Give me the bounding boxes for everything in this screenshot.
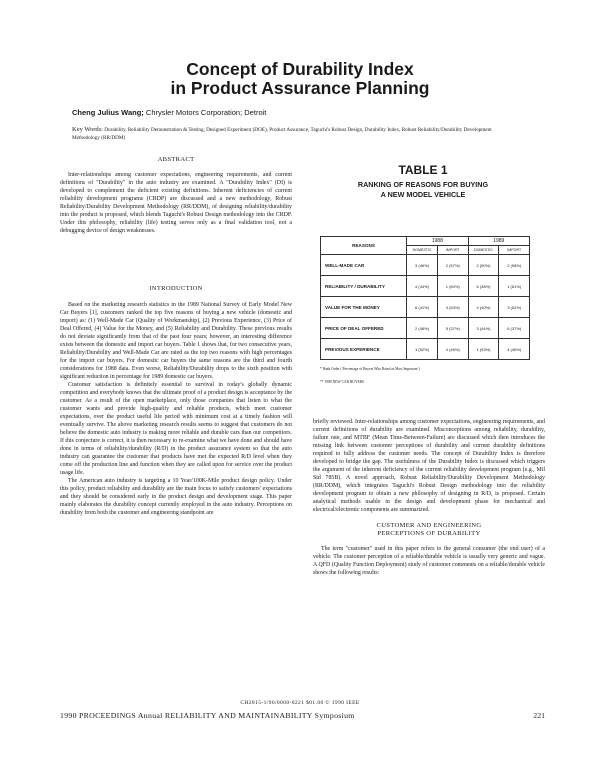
intro-paragraph-1: Based on the marketing research statistics in the 1989 National Survey of Early Model New Car Buyers [1], customers ranked the top five reasons of buying a new vehicle (domestic and import) as: (1) Well-Made Car (Quality of Workmanship), (2) Previous Experience, (3) Price of Deal Offered, (4) Value for the Money, and (5) Reliability and Durability. These previous results do not deviate significantly from that of the past four years; however, an interesting difference exists between the domestic and import car buyers. Table 1 shows that, for two consecutive years, Reliability/Durability and Well-Made Car are rated as the top two reasons with high percentages for the import car buyers. For domestic car buyers the same reasons are the third and fourth considerations for 1988 data. Even worse, Reliability/Durability drops to the sixth position with significant reduction in percentage for 1989 domestic car buyers.	[60, 302, 292, 380]
customer-heading-line-1: CUSTOMER AND ENGINEERING	[376, 522, 482, 529]
row-label: WELL-MADE CAR	[321, 255, 407, 276]
author-affiliation: Chrysler Motors Corporation; Detroit	[145, 108, 267, 117]
page-number: 221	[533, 711, 545, 720]
table-row	[321, 276, 530, 297]
subheader-import: IMPORT	[438, 246, 469, 255]
row-label: PRICE OF DEAL OFFERED	[321, 318, 407, 339]
intro-paragraph-2: Customer satisfaction is definitely essential to survival in today's globally dynamic competition and everybody knows that the ultimate proof of a product design is acceptance by the customer. As a result of the open marketplace, only those companies that listen to what the customer wants and provide high-quality and reliable products, which meet customer expectations, over the product useful life period with minimum cost at a timely fashion will eventually survive. The above marketing research results seems to suggest that customers do not believe the domestic auto industry is making more reliable and durable cars than our competitors. If this conjecture is correct, it is then necessary to re-examine what we have done and should have done in terms of reliability/durability (R/D) in the product assurance system so that the auto industry can guarantee the customer that products have met the expected R/D level when they come off the production line and function when they are called upon for service over the product usage life.	[60, 382, 292, 476]
table-cell: 2 (57%)	[438, 255, 469, 276]
table-row	[321, 318, 530, 339]
table-footnote-2: ** 1989 NEW CAR BUYERS	[320, 380, 365, 384]
introduction-heading: INTRODUCTION	[149, 285, 203, 292]
table-cell: 2 (48%)	[407, 318, 438, 339]
table-cell: 6 (37%)	[499, 318, 530, 339]
subheader-domestic: DOMESTIC	[407, 246, 438, 255]
table-subtitle	[313, 180, 533, 200]
table-cell: 2 (58%)	[499, 255, 530, 276]
table-cell: 4 (40%)	[468, 297, 499, 318]
introduction-section	[60, 285, 292, 517]
paper-title	[0, 60, 600, 98]
year-1988-header: 1988	[407, 237, 468, 246]
table-cell: 3 (46%)	[407, 255, 438, 276]
table-cell: 3 (44%)	[468, 318, 499, 339]
table-cell: 3 (53%)	[438, 297, 469, 318]
subheader-import: IMPORT	[499, 246, 530, 255]
year-1989-header: 1989	[468, 237, 529, 246]
table-cell: 1 (61%)	[499, 276, 530, 297]
table-subtitle-line-2: A NEW MODEL VEHICLE	[380, 190, 466, 199]
table-cell: 1 (60%)	[438, 276, 469, 297]
page-footer	[60, 711, 545, 720]
right-paragraph-1: briefly reviewed. Inter-relationships among customer expectations, engineering requirements, and current definitions of durability are examined. Misconceptions among reliability, durability, failure rate, and MTBF (Mean Time-Between-Failure) are discussed which then introduces the missing link between customer perceptions of durability and current durability definitions required to fully address the customer needs. The concept of Durability Index is therefore developed to bridge the gap. The usefulness of the Durability Index is discussed which triggers the argument of the inherent deficiency of the current reliability development program (e.g., Mil Std 785B). A novel approach, Robust Reliability/Durability Development Methodology (RR/DDM), which integrates Taguchi's Robust Design methodology into the reliability development program to obtain a new philosophy of designing in R/D, is proposed. Certain analytical methods usable in the design and development phase for mechanical and electrical/electronic components are summarized.	[313, 419, 545, 513]
table-year-row	[321, 237, 530, 246]
intro-paragraph-3: The American auto industry is targeting a 10 Year/100K-Mile product design policy. Under this policy, product reliability and durability are the main focus to satisfy customers' expectations and they should be considered early in the product design and development stage. This paper mainly elaborates the durability concept currently employed in the auto industry. Perceptions on durability from both the customer and engineering standpoint are	[60, 478, 292, 516]
table-cell: 6 (38%)	[468, 276, 499, 297]
table-cell: 1 (52%)	[407, 339, 438, 360]
copyright-code: CH2815-1/90/0000-0221 $01.00 © 1990 IEEE	[240, 700, 360, 706]
proceedings-title: 1990 PROCEEDINGS Annual RELIABILITY AND MAINTAINABILITY Symposium	[60, 711, 355, 720]
customer-paragraph-1: The term "customer" used in this paper refers to the general consumer (the end user) of a vehicle. The customer perception of a reliable/durable vehicle is usually very generic and vague. A QFD (Quality Function Deployment) study of customer comments on a reliable/durable vehicle shows the following results:	[313, 546, 545, 576]
title-line-1: Concept of Durability Index	[186, 59, 414, 79]
right-column-text	[313, 418, 545, 577]
table-cell: 3 (52%)	[499, 297, 530, 318]
abstract-section	[60, 156, 292, 235]
table-row	[321, 297, 530, 318]
table-cell: 2 (50%)	[468, 255, 499, 276]
customer-heading-line-2: PERCEPTIONS OF DURABILITY	[377, 530, 481, 537]
ranking-table	[320, 236, 530, 360]
table-row	[321, 255, 530, 276]
table-cell: 4 (46%)	[499, 339, 530, 360]
table-title: TABLE 1	[398, 163, 448, 177]
abstract-heading: ABSTRACT	[157, 156, 195, 163]
table-cell: 6 (41%)	[407, 297, 438, 318]
table-cell: 1 (53%)	[468, 339, 499, 360]
table-cell: 4 (44%)	[407, 276, 438, 297]
row-label: RELIABILITY / DURABILITY	[321, 276, 407, 297]
title-line-2: in Product Assurance Planning	[170, 78, 430, 98]
row-label: PREVIOUS EXPERIENCE	[321, 339, 407, 360]
keywords-label: Key Words:	[72, 126, 103, 133]
author-name: Cheng Julius Wang;	[72, 108, 144, 117]
subheader-domestic: DOMESTIC	[468, 246, 499, 255]
table-footnote-1: * Rank Order ( Percentage of Buyers Who Rated as Most Important )	[320, 367, 420, 371]
keywords	[72, 126, 502, 142]
row-label: VALUE FOR THE MONEY	[321, 297, 407, 318]
table-row	[321, 339, 530, 360]
author-line	[72, 108, 266, 117]
reasons-header: REASONS	[321, 237, 407, 255]
table-subtitle-line-1: RANKING OF REASONS FOR BUYING	[357, 180, 489, 189]
keywords-text: Durability, Reliability Demonstration & Testing, Designed Experiment (DOE), Product Assurance, Taguchi's Robust Design, Durability Index, Robust Reliability/Durability Development Methodology (RR/DDM)	[72, 127, 492, 141]
abstract-text: Inter-relationships among customer expectations, engineering requirements, and current definitions of "Durability" in the auto industry are examined. A "Durability Index" (DI) is developed to complement the deficient existing definitions. Inherent deficiencies of current reliability development programs (CRDP) are discussed and a new methodology, Robust Reliability/Durability Development Methodology (RR/DDM), of designing reliability/durability into the product is proposed, which blends Taguchi's Robust Design methodology into the CRDP. Under this philosophy, reliability (life) testing serves only as a final validation tool, not a debugging device of design weaknesses.	[60, 172, 292, 234]
table-cell: 4 (46%)	[438, 339, 469, 360]
customer-section-heading	[313, 522, 545, 538]
table-cell: 5 (37%)	[438, 318, 469, 339]
